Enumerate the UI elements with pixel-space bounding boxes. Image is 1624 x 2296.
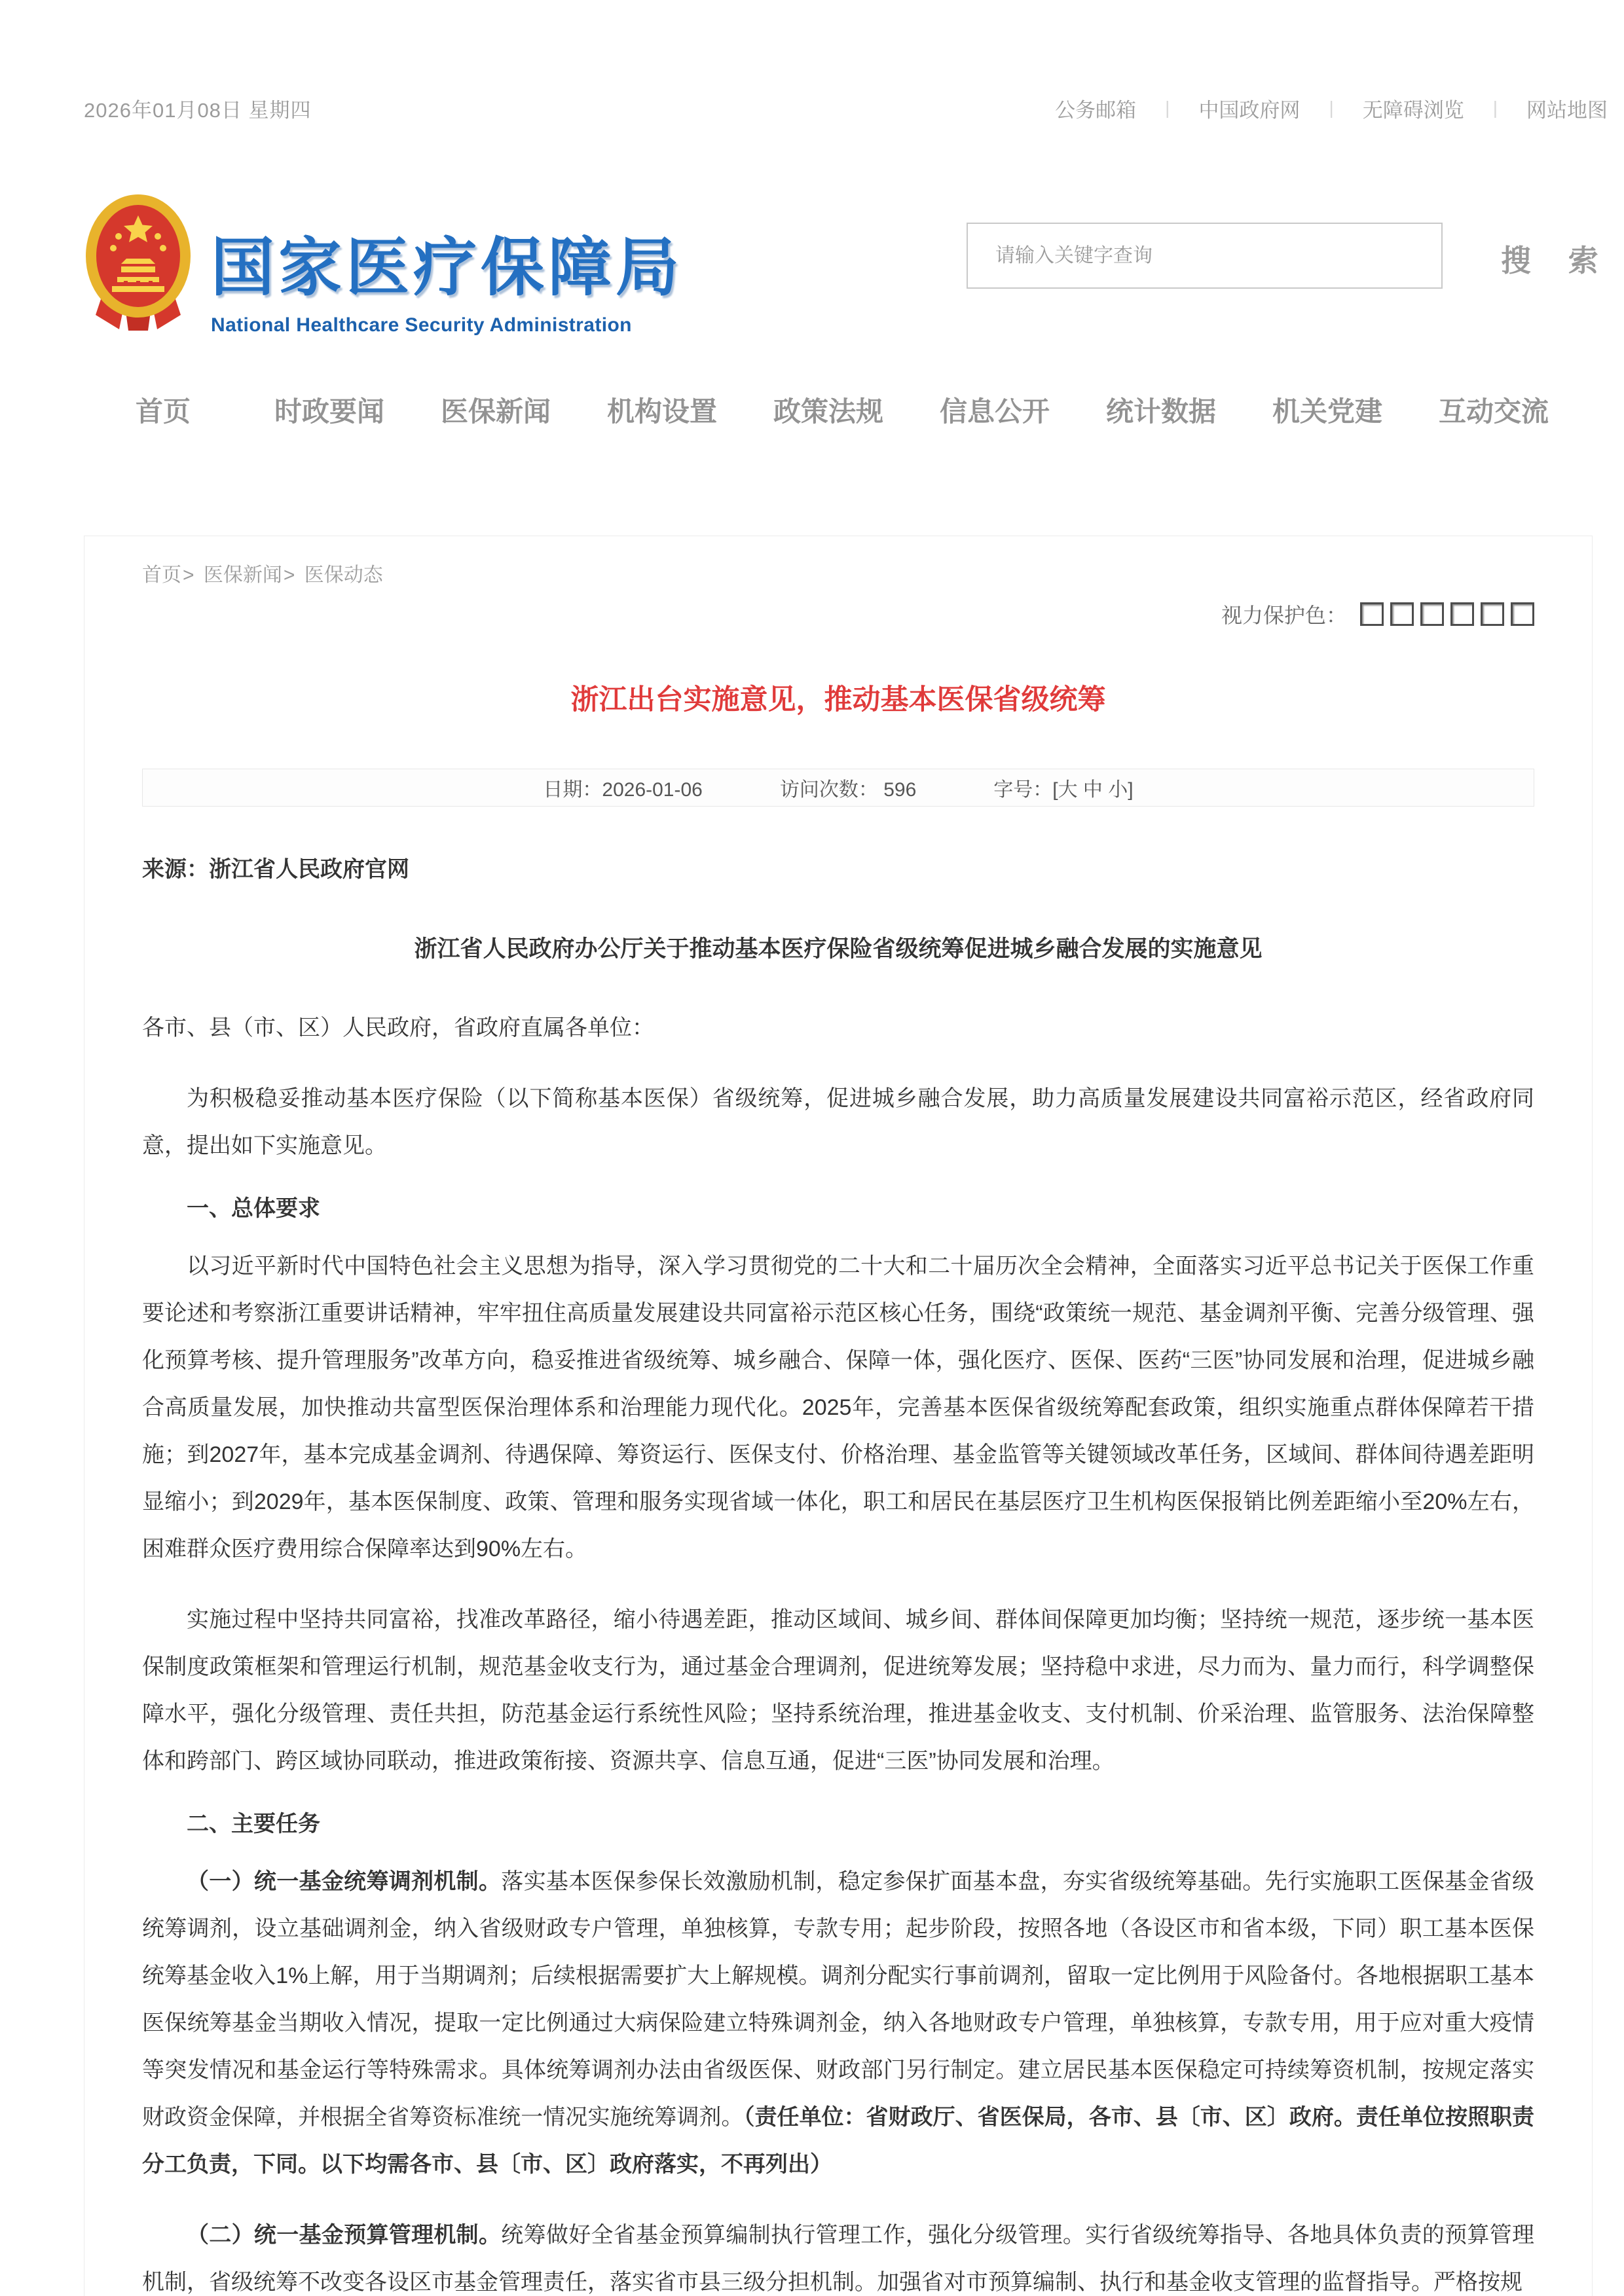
top-link-sitemap[interactable]: 网站地图 bbox=[1526, 98, 1608, 122]
article-body bbox=[142, 846, 1534, 2296]
top-link-separator: | bbox=[1165, 98, 1170, 118]
nav-item-current-politics[interactable]: 时政要闻 bbox=[274, 396, 384, 427]
nav-item-interaction[interactable]: 互动交流 bbox=[1438, 396, 1549, 427]
content-panel bbox=[84, 536, 1593, 2296]
search-button[interactable]: 搜 索 bbox=[1501, 244, 1613, 278]
top-link-govcn[interactable]: 中国政府网 bbox=[1198, 98, 1301, 122]
eye-protect-swatch[interactable] bbox=[1360, 602, 1384, 626]
nav-item-info-disclosure[interactable]: 信息公开 bbox=[939, 396, 1050, 427]
site-logo-block bbox=[211, 216, 683, 337]
nav-item-party-building[interactable]: 机关党建 bbox=[1272, 396, 1382, 427]
eye-protect-swatch[interactable] bbox=[1450, 602, 1474, 626]
eye-protect-label: 视力保护色： bbox=[1221, 604, 1347, 627]
paragraph-task-1: （一）统一基金统筹调剂机制。落实基本医保参保长效激励机制，稳定参保扩面基本盘，夯实省级统筹基础。先行实施职工医保基金省级统筹调剂，设立基础调剂金，纳入省级财政专户管理，单独核算，专款专用；起步阶段，按照各地（各设区市和省本级，下同）职工基本医保统筹基金收入1%上解，用于当期调剂；后续根据需要扩大上解规模。调剂分配实行事前调剂，留取一定比例用于风险备付。各地根据职工基本医保统筹基金当期收入情况，提取一定比例通过大病保险建立特殊调剂金，纳入各地财政专户管理，单独核算，专款专用，用于应对重大疫情等突发情况和基金运行等特殊需求。具体统筹调剂办法由省级医保、财政部门另行制定。建立居民基本医保稳定可持续筹资机制，按规定落实财政资金保障，并根据全省筹资标准统一情况实施统筹调剂。（责任单位：省财政厅、省医保局，各市、县〔市、区〕政府。责任单位按照职责分工负责，下同。以下均需各市、县〔市、区〕政府落实，不再列出） bbox=[142, 1869, 1535, 2177]
breadcrumb-separator: > bbox=[183, 564, 194, 586]
breadcrumb bbox=[142, 558, 1534, 587]
eye-protect-swatch[interactable] bbox=[1481, 602, 1504, 626]
top-link-accessibility[interactable]: 无障碍浏览 bbox=[1362, 98, 1464, 122]
nav-item-policy[interactable]: 政策法规 bbox=[773, 396, 883, 427]
site-title-cn: 国家医疗保障局 bbox=[211, 232, 683, 303]
breadcrumb-separator: > bbox=[283, 564, 295, 586]
top-utility-bar bbox=[84, 93, 1608, 123]
salutation: 各市、县（市、区）人民政府，省政府直属各单位： bbox=[142, 1015, 654, 1040]
paragraph-task-2: （二）统一基金预算管理机制。统筹做好全省基金预算编制执行管理工作，强化分级管理。实行省级统筹指导、各地具体负责的预算管理机制，省级统筹不改变各设区市基金管理责任，落实省市县三级分担机制。加强省对市预算编制、执行和基金收支管理的监督指导。严格按规 bbox=[142, 2223, 1535, 2295]
search-input[interactable] bbox=[967, 223, 1443, 289]
article-title: 浙江出台实施意见，推动基本医保省级统筹 bbox=[570, 684, 1106, 716]
nav-item-organization[interactable]: 机构设置 bbox=[606, 396, 717, 427]
top-link-mail[interactable]: 公务邮箱 bbox=[1055, 98, 1137, 122]
section-heading-1: 一、总体要求 bbox=[187, 1196, 320, 1221]
article-meta-bar bbox=[142, 769, 1534, 807]
eye-protect-swatch[interactable] bbox=[1390, 602, 1414, 626]
nav-item-home[interactable]: 首页 bbox=[135, 396, 191, 427]
eye-protect-swatch[interactable] bbox=[1420, 602, 1444, 626]
section-heading-2: 二、主要任务 bbox=[187, 1812, 320, 1836]
national-emblem-logo bbox=[84, 193, 193, 332]
paragraph-principles: 实施过程中坚持共同富裕，找准改革路径，缩小待遇差距，推动区域间、城乡间、群体间保障更加均衡；坚持统一规范，逐步统一基本医保制度政策框架和管理运行机制，规范基金收支行为，通过基金合理调剂，促进统筹发展；坚持稳中求进，尽力而为、量力而行，科学调整保障水平，强化分级管理、责任共担，防范基金运行系统性风险；坚持系统治理，推进基金收支、支付机制、价采治理、监管服务、法治保障整体和跨部门、跨区域协同联动，推进政策衔接、资源共享、信息互通，促进“三医”协同发展和治理。 bbox=[142, 1607, 1534, 1774]
document-title: 浙江省人民政府办公厅关于推动基本医疗保险省级统筹促进城乡融合发展的实施意见 bbox=[414, 936, 1263, 962]
article-source: 来源：浙江省人民政府官网 bbox=[142, 857, 409, 882]
site-title-en: National Healthcare Security Administration bbox=[211, 314, 632, 336]
top-link-separator: | bbox=[1492, 98, 1498, 118]
paragraph-intro: 为积极稳妥推动基本医疗保险（以下简称基本医保）省级统筹，促进城乡融合发展，助力高质量发展建设共同富裕示范区，经省政府同意，提出如下实施意见。 bbox=[142, 1086, 1534, 1158]
breadcrumb-home[interactable]: 首页 bbox=[142, 564, 181, 586]
top-links bbox=[1055, 94, 1608, 123]
current-date: 2026年01月08日 星期四 bbox=[84, 98, 312, 122]
main-nav bbox=[80, 390, 1577, 429]
breadcrumb-medical-dynamics[interactable]: 医保动态 bbox=[304, 564, 383, 586]
meta-fontsize: 字号：[大 中 小] bbox=[993, 779, 1134, 801]
nav-item-statistics[interactable]: 统计数据 bbox=[1105, 396, 1216, 427]
eye-protect-swatch[interactable] bbox=[1511, 602, 1534, 626]
eye-protect-control bbox=[142, 599, 1534, 629]
top-link-separator: | bbox=[1329, 98, 1334, 118]
meta-visits: 访问次数： 596 bbox=[779, 779, 917, 801]
nav-item-medical-news[interactable]: 医保新闻 bbox=[440, 396, 551, 427]
meta-date: 日期：2026-01-06 bbox=[543, 779, 703, 801]
breadcrumb-medical-news[interactable]: 医保新闻 bbox=[203, 564, 282, 586]
paragraph-guiding: 以习近平新时代中国特色社会主义思想为指导，深入学习贯彻党的二十大和二十届历次全会精神，全面落实习近平总书记关于医保工作重要论述和考察浙江重要讲话精神，牢牢扭住高质量发展建设共同富裕示范区核心任务，围绕“政策统一规范、基金调剂平衡、完善分级管理、强化预算考核、提升管理服务”改革方向，稳妥推进省级统筹、城乡融合、保障一体，强化医疗、医保、医药“三医”协同发展和治理，促进城乡融合高质量发展，加快推动共富型医保治理体系和治理能力现代化。2025年，完善基本医保省级统筹配套政策，组织实施重点群体保障若干措施；到2027年，基本完成基金调剂、待遇保障、筹资运行、医保支付、价格治理、基金监管等关键领域改革任务，区域间、群体间待遇差距明显缩小；到2029年，基本医保制度、政策、管理和服务实现省域一体化，职工和居民在基层医疗卫生机构医保报销比例差距缩小至20%左右，困难群众医疗费用综合保障率达到90%左右。 bbox=[142, 1254, 1534, 1561]
fontsize-options[interactable]: [大 中 小] bbox=[1052, 779, 1134, 801]
